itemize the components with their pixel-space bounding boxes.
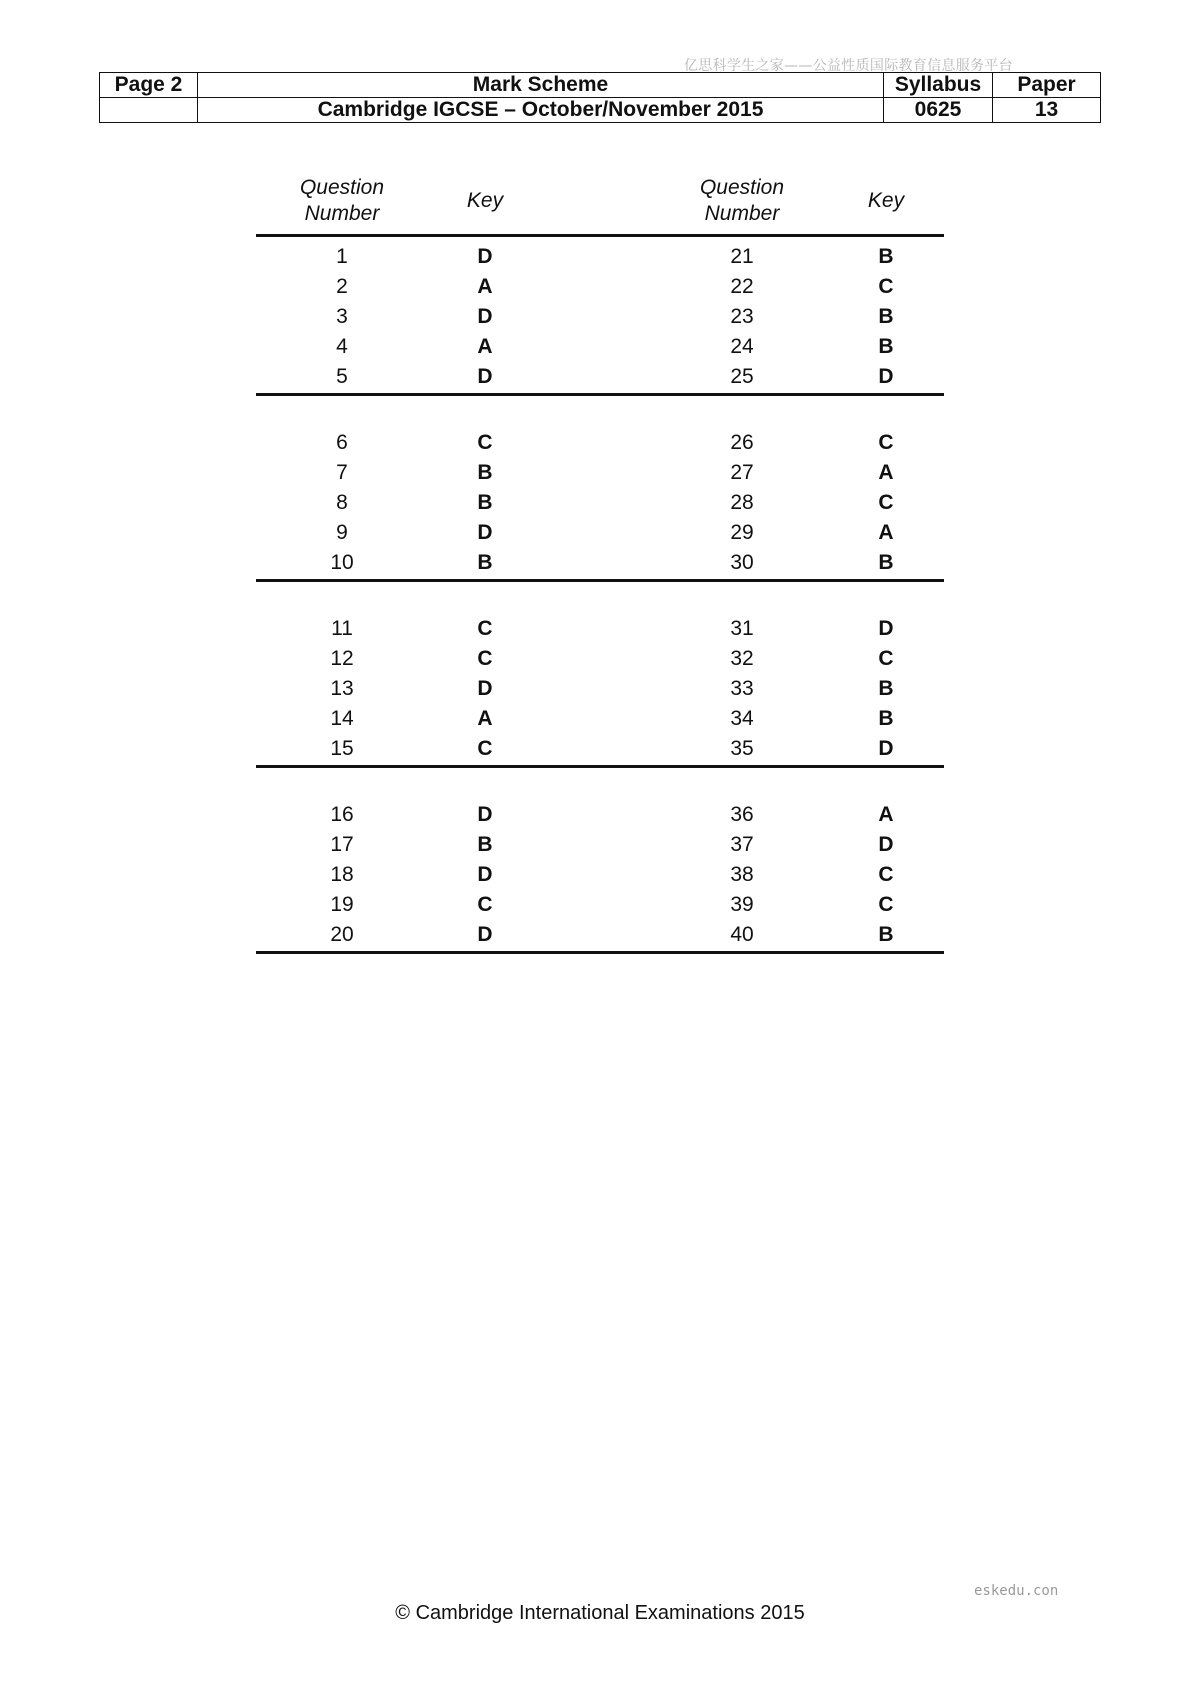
paper-value: 13	[993, 98, 1101, 123]
question-number: 5	[336, 365, 348, 388]
watermark-bottom-text: eskedu.con	[974, 1583, 1059, 1599]
empty-cell	[100, 98, 198, 123]
question-number: 29	[730, 521, 754, 544]
answer-row	[256, 830, 944, 860]
answer-key: D	[477, 923, 493, 946]
answer-key: A	[477, 707, 493, 730]
answer-key: D	[477, 365, 493, 388]
question-number: 33	[730, 677, 754, 700]
question-number: 26	[730, 431, 754, 454]
answer-key: C	[477, 647, 493, 670]
question-number: 34	[730, 707, 754, 730]
question-number: 8	[336, 491, 348, 514]
answer-key: B	[878, 551, 894, 574]
question-number: 17	[330, 833, 354, 856]
answer-key: C	[878, 863, 894, 886]
answer-key: A	[477, 275, 493, 298]
question-number: 39	[730, 893, 754, 916]
question-number: 25	[730, 365, 754, 388]
question-number: 6	[336, 431, 348, 454]
answer-key: D	[878, 365, 894, 388]
syllabus-value: 0625	[884, 98, 993, 123]
document-subtitle: Cambridge IGCSE – October/November 2015	[198, 98, 884, 123]
answer-row	[256, 458, 944, 488]
question-number: 7	[336, 461, 348, 484]
answer-key: D	[477, 521, 493, 544]
answer-row	[256, 890, 944, 920]
answer-key: A	[477, 335, 493, 358]
question-number: 10	[330, 551, 354, 574]
group-spacer	[256, 768, 944, 795]
question-number: 24	[730, 335, 754, 358]
question-number: 18	[330, 863, 354, 886]
header-row-2	[100, 98, 1101, 123]
question-number: 1	[336, 245, 348, 268]
answer-row	[256, 428, 944, 458]
question-number: 16	[330, 803, 354, 826]
question-number-header-right	[656, 175, 828, 227]
question-header-line2: Number	[304, 202, 380, 225]
answer-row	[256, 674, 944, 704]
answer-group	[256, 237, 944, 396]
answer-key: B	[878, 305, 894, 328]
answer-key: B	[878, 245, 894, 268]
question-number: 4	[336, 335, 348, 358]
answer-row	[256, 548, 944, 578]
answer-key: C	[477, 431, 493, 454]
answer-row	[256, 734, 944, 764]
answer-row	[256, 860, 944, 890]
answer-key-header	[256, 168, 944, 237]
question-number: 35	[730, 737, 754, 760]
answer-key: D	[477, 803, 493, 826]
syllabus-label: Syllabus	[884, 73, 993, 98]
question-number: 37	[730, 833, 754, 856]
answer-key: C	[878, 893, 894, 916]
answer-row	[256, 242, 944, 272]
question-number: 31	[730, 617, 754, 640]
answer-key: A	[878, 521, 894, 544]
group-spacer	[256, 396, 944, 423]
answer-key-table	[256, 168, 944, 954]
answer-key: C	[477, 737, 493, 760]
question-number: 3	[336, 305, 348, 328]
answer-row	[256, 614, 944, 644]
question-number: 19	[330, 893, 354, 916]
answer-row	[256, 644, 944, 674]
question-number: 38	[730, 863, 754, 886]
answer-row	[256, 488, 944, 518]
question-number: 32	[730, 647, 754, 670]
answer-key: B	[477, 551, 493, 574]
group-spacer	[256, 582, 944, 609]
question-number: 23	[730, 305, 754, 328]
question-number: 2	[336, 275, 348, 298]
answer-key: A	[878, 461, 894, 484]
answer-row	[256, 920, 944, 950]
header-row-1	[100, 73, 1101, 98]
answer-key: B	[477, 491, 493, 514]
question-number: 20	[330, 923, 354, 946]
question-number: 27	[730, 461, 754, 484]
answer-key: B	[878, 335, 894, 358]
answer-key: D	[477, 245, 493, 268]
answer-row	[256, 800, 944, 830]
question-number: 9	[336, 521, 348, 544]
question-number: 40	[730, 923, 754, 946]
answer-key: B	[878, 923, 894, 946]
answer-row	[256, 704, 944, 734]
question-number: 15	[330, 737, 354, 760]
answer-group	[256, 423, 944, 582]
answer-key: B	[477, 833, 493, 856]
answer-key: C	[878, 275, 894, 298]
answer-group	[256, 609, 944, 768]
answer-key-body	[256, 237, 944, 954]
question-number: 14	[330, 707, 354, 730]
question-number: 13	[330, 677, 354, 700]
answer-key: C	[878, 431, 894, 454]
answer-row	[256, 332, 944, 362]
document-title: Mark Scheme	[198, 73, 884, 98]
question-number: 30	[730, 551, 754, 574]
answer-key: D	[878, 737, 894, 760]
key-header-left: Key	[466, 189, 504, 212]
answer-key: B	[878, 677, 894, 700]
question-number-header-left	[256, 175, 428, 227]
watermark-top-text: 亿思科学生之家——公益性质国际教育信息服务平台	[684, 58, 1013, 74]
answer-key: C	[878, 491, 894, 514]
answer-key: D	[477, 677, 493, 700]
header-table	[99, 72, 1101, 123]
answer-key: D	[477, 863, 493, 886]
question-number: 12	[330, 647, 354, 670]
answer-key: C	[477, 617, 493, 640]
question-header-line1: Question	[699, 176, 785, 199]
question-number: 22	[730, 275, 754, 298]
question-header-line1: Question	[299, 176, 385, 199]
answer-key: B	[878, 707, 894, 730]
answer-key: D	[878, 617, 894, 640]
question-number: 28	[730, 491, 754, 514]
answer-row	[256, 518, 944, 548]
answer-key: C	[878, 647, 894, 670]
answer-key: A	[878, 803, 894, 826]
key-header-right: Key	[867, 189, 905, 212]
answer-key: B	[477, 461, 493, 484]
answer-key: D	[477, 305, 493, 328]
answer-key: D	[878, 833, 894, 856]
answer-row	[256, 272, 944, 302]
footer-copyright: © Cambridge International Examinations 2015	[395, 1602, 805, 1624]
question-number: 11	[331, 617, 353, 640]
question-number: 36	[730, 803, 754, 826]
answer-row	[256, 362, 944, 392]
question-header-line2: Number	[704, 202, 780, 225]
paper-label: Paper	[993, 73, 1101, 98]
page-label: Page 2	[100, 73, 198, 98]
answer-key: C	[477, 893, 493, 916]
answer-row	[256, 302, 944, 332]
answer-group	[256, 795, 944, 954]
question-number: 21	[730, 245, 754, 268]
